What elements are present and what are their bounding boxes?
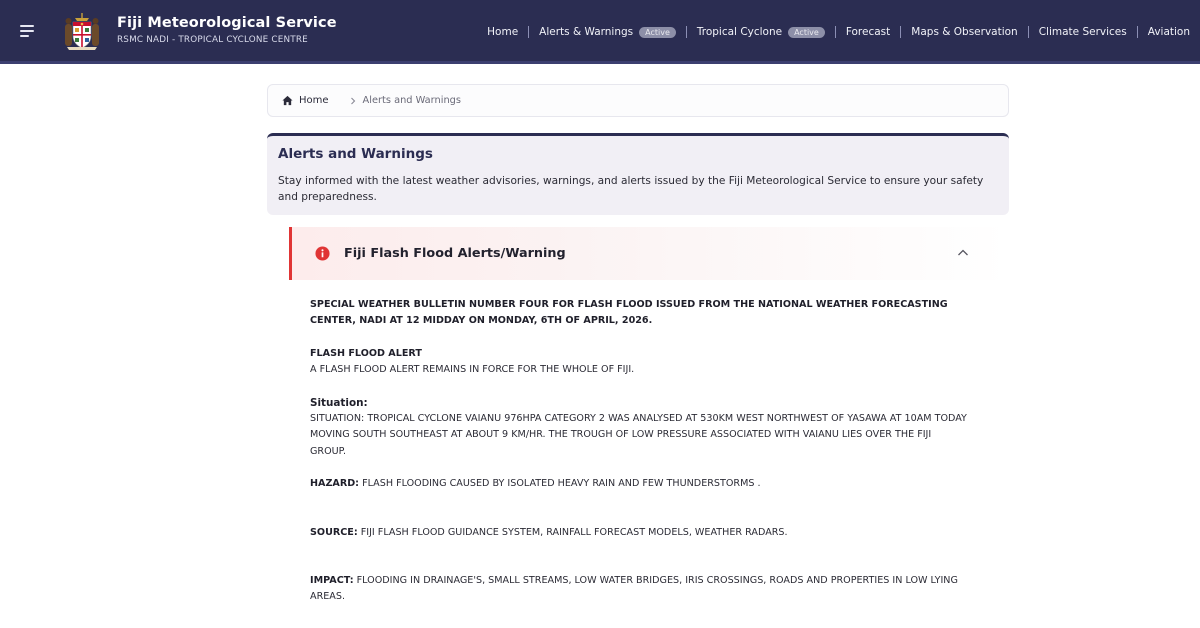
nav-item-alerts-warnings[interactable] — [529, 26, 686, 38]
impact-paragraph — [310, 573, 970, 606]
nav-item-label: Home — [487, 26, 519, 38]
nav-item-label: Aviation — [1147, 26, 1190, 38]
page-description: Stay informed with the latest weather advisories, warnings, and alerts issued by the Fiji Meteorological Service to ensure your safety and preparedness. — [278, 175, 984, 203]
nav-item-home[interactable] — [477, 26, 528, 38]
bulletin-heading: SPECIAL WEATHER BULLETIN NUMBER FOUR FOR FLASH FLOOD ISSUED FROM THE NATIONAL WEATHER FORECASTING CENTER, NADI AT 12 MIDDAY ON MONDAY, 6TH OF APRIL, 2026. — [310, 299, 948, 327]
nav-item-label: Alerts & Warnings — [539, 26, 634, 38]
nav-item-aviation[interactable] — [1138, 26, 1200, 38]
flash-flood-bulletin-body — [310, 297, 970, 606]
hazard-text: FLASH FLOODING CAUSED BY ISOLATED HEAVY RAIN AND FEW THUNDERSTORMS . — [362, 478, 761, 490]
hamburger-icon[interactable] — [20, 24, 36, 38]
breadcrumb-home-link[interactable] — [282, 95, 329, 106]
situation-text: SITUATION: TROPICAL CYCLONE VAIANU 976HPA CATEGORY 2 WAS ANALYSED AT 530KM WEST NORTHWEST OF YASAWA AT 10AM TODAY MOVING SOUTH SOUTHEAST AT ABOUT 9 KM/HR. THE TROUGH OF LOW PRESSURE ASSOCIATED WITH VAIANU LIES OVER THE FIJI GROUP. — [310, 413, 967, 457]
top-navigation-bar — [0, 0, 1200, 64]
source-text: FIJI FLASH FLOOD GUIDANCE SYSTEM, RAINFALL FORECAST MODELS, WEATHER RADARS. — [360, 526, 788, 538]
hazard-label: HAZARD: — [310, 478, 360, 490]
impact-label: IMPACT: — [310, 575, 354, 587]
flash-flood-accordion-header[interactable] — [289, 227, 1009, 280]
flash-flood-heading: FLASH FLOOD ALERT — [310, 347, 422, 359]
page-intro — [267, 133, 1009, 215]
nav-item-climate-services[interactable] — [1029, 26, 1137, 38]
hazard-paragraph — [310, 476, 970, 492]
active-badge: Active — [639, 27, 676, 38]
breadcrumb — [267, 84, 1009, 117]
fiji-coat-of-arms-logo[interactable] — [62, 12, 102, 52]
site-title: Fiji Meteorological Service — [117, 15, 337, 31]
flash-flood-text: A FLASH FLOOD ALERT REMAINS IN FORCE FOR THE WHOLE OF FIJI. — [310, 364, 635, 376]
active-badge: Active — [788, 27, 825, 38]
info-circle-icon — [315, 246, 330, 261]
site-brand[interactable] — [117, 15, 337, 45]
nav-item-forecast[interactable] — [836, 26, 900, 38]
nav-item-tropical-cyclone[interactable] — [687, 26, 835, 38]
source-paragraph — [310, 525, 970, 541]
breadcrumb-home-label: Home — [299, 95, 329, 106]
chevron-up-icon[interactable] — [957, 248, 969, 257]
nav-item-label: Tropical Cyclone — [696, 26, 783, 38]
source-label: SOURCE: — [310, 526, 358, 538]
site-subtitle: RSMC NADI - TROPICAL CYCLONE CENTRE — [117, 35, 308, 45]
chevron-right-icon — [349, 97, 357, 105]
situation-heading: Situation: — [310, 396, 368, 409]
nav-item-label: Maps & Observation — [911, 26, 1018, 38]
nav-item-label: Forecast — [845, 26, 891, 38]
accordion-title: Fiji Flash Flood Alerts/Warning — [344, 246, 566, 261]
impact-text: FLOODING IN DRAINAGE'S, SMALL STREAMS, LOW WATER BRIDGES, IRIS CROSSINGS, ROADS AND PROPERTIES IN LOW LYING AREAS. — [310, 575, 958, 603]
home-icon — [282, 95, 293, 106]
page-title: Alerts and Warnings — [278, 146, 433, 162]
breadcrumb-current: Alerts and Warnings — [362, 95, 461, 106]
nav-item-label: Climate Services — [1038, 26, 1127, 38]
nav-item-maps-observation[interactable] — [901, 26, 1027, 38]
main-nav — [477, 0, 1200, 64]
